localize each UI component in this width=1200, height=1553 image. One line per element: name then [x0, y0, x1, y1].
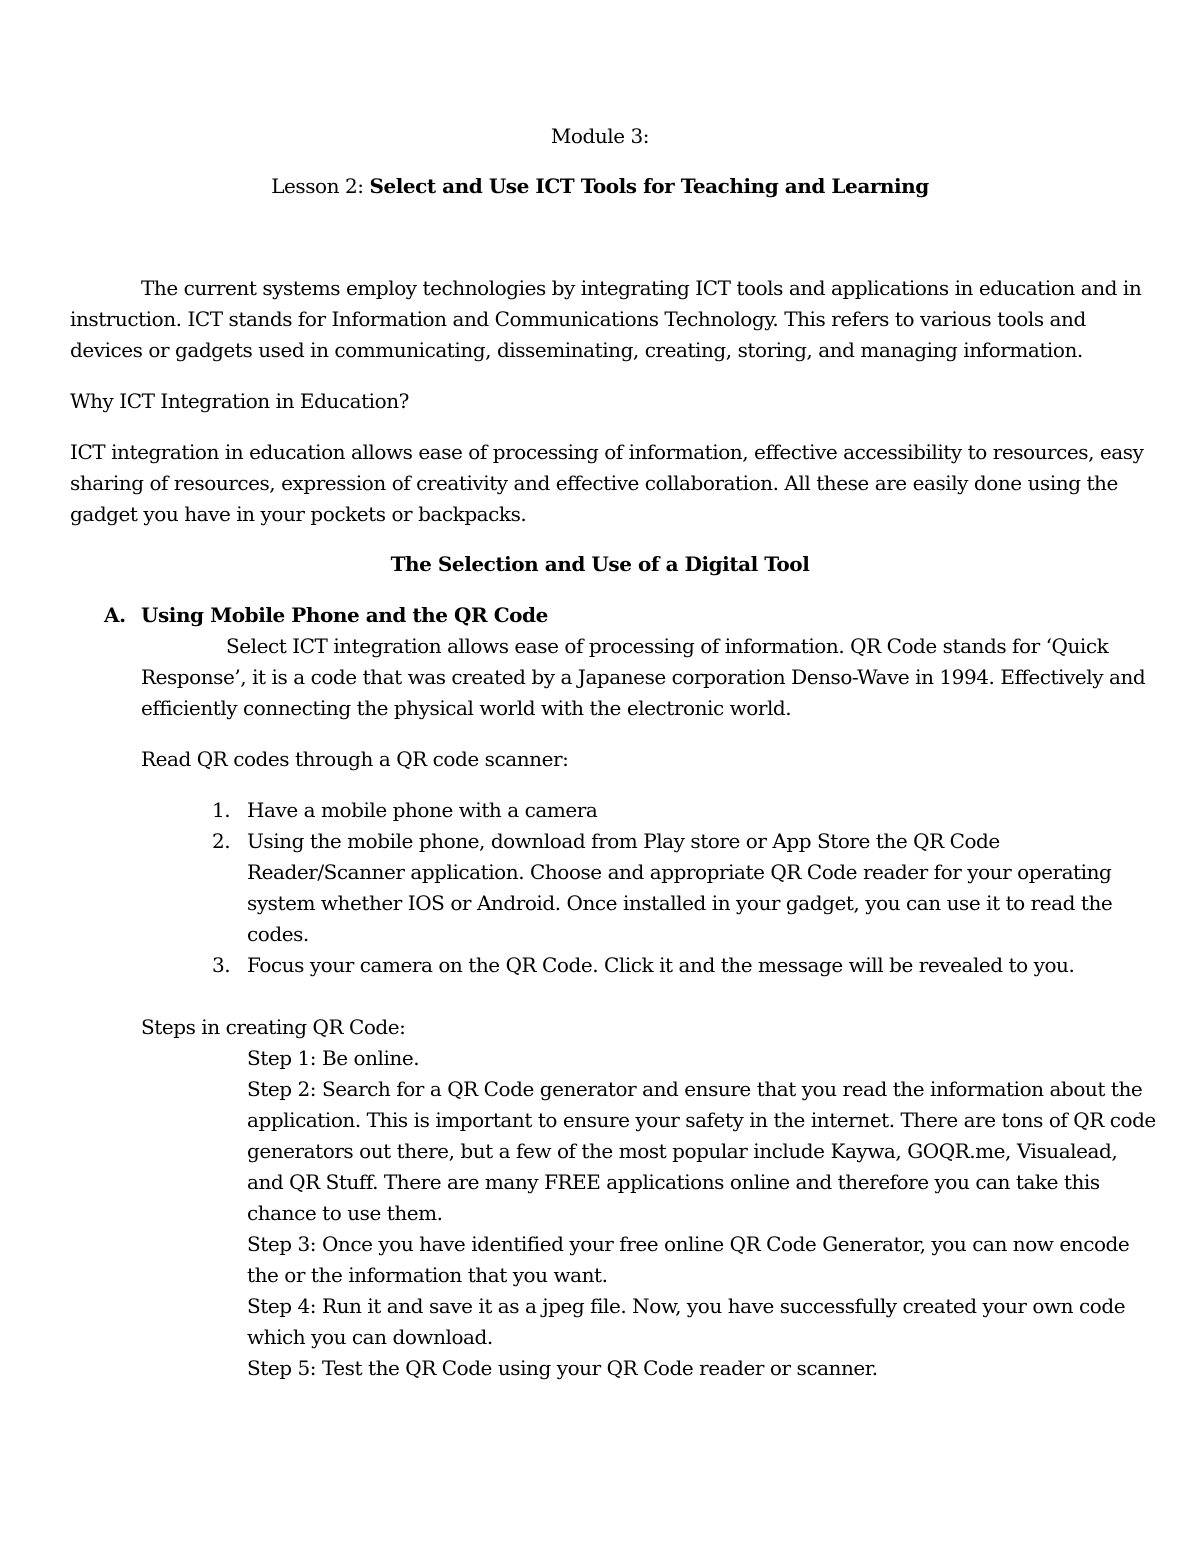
why-heading: Why ICT Integration in Education? [70, 389, 409, 413]
intro-line-2: instruction. ICT stands for Information and Communications Technology. This refers to various tools and [70, 307, 1086, 331]
step-line: system whether IOS or Android. Once installed in your gadget, you can use it to read the [247, 891, 1113, 915]
why-line-3: gadget you have in your pockets or backpacks. [70, 502, 527, 526]
step-line: Focus your camera on the QR Code. Click it and the message will be revealed to you. [247, 953, 1075, 977]
section-title: The Selection and Use of a Digital Tool [390, 552, 810, 576]
item-para-line-3: efficiently connecting the physical world with the electronic world. [141, 696, 792, 720]
create-line: which you can download. [247, 1325, 493, 1349]
item-title: Using Mobile Phone and the QR Code [141, 603, 548, 627]
step-line: codes. [247, 922, 309, 946]
create-line: generators out there, but a few of the most popular include Kaywa, GOQR.me, Visualead, [247, 1139, 1118, 1163]
step-line: Have a mobile phone with a camera [247, 798, 598, 822]
create-line: Step 3: Once you have identified your free online QR Code Generator, you can now encode [247, 1232, 1130, 1256]
intro-line-1: The current systems employ technologies by integrating ICT tools and applications in education and in [141, 276, 1142, 300]
create-line: Step 2: Search for a QR Code generator and ensure that you read the information about the [247, 1077, 1143, 1101]
item-marker: A. [104, 603, 126, 627]
step-number: 3. [212, 953, 231, 977]
step-line: Reader/Scanner application. Choose and appropriate QR Code reader for your operating [247, 860, 1112, 884]
item-para-line-2: Response’, it is a code that was created by a Japanese corporation Denso-Wave in 1994. Effectively and [141, 665, 1146, 689]
create-line: chance to use them. [247, 1201, 443, 1225]
create-line: and QR Stuff. There are many FREE applications online and therefore you can take this [247, 1170, 1100, 1194]
create-line: Step 4: Run it and save it as a jpeg file. Now, you have successfully created your own code [247, 1294, 1126, 1318]
create-line: application. This is important to ensure your safety in the internet. There are tons of QR code [247, 1108, 1156, 1132]
why-line-2: sharing of resources, expression of creativity and effective collaboration. All these are easily done using the [70, 471, 1118, 495]
create-line: Step 1: Be online. [247, 1046, 420, 1070]
lesson-heading [0, 171, 1200, 202]
create-heading: Steps in creating QR Code: [141, 1015, 406, 1039]
step-line: Using the mobile phone, download from Play store or App Store the QR Code [247, 829, 1000, 853]
create-line: the or the information that you want. [247, 1263, 608, 1287]
step-number: 2. [212, 829, 231, 853]
read-heading: Read QR codes through a QR code scanner: [141, 747, 569, 771]
module-heading: Module 3: [550, 124, 650, 148]
create-line: Step 5: Test the QR Code using your QR Code reader or scanner. [247, 1356, 878, 1380]
step-number: 1. [212, 798, 231, 822]
intro-line-3: devices or gadgets used in communicating, disseminating, creating, storing, and managing information. [70, 338, 1083, 362]
lesson-prefix: Lesson 2: [271, 174, 370, 198]
item-para-line-1: Select ICT integration allows ease of processing of information. QR Code stands for ‘Quick [226, 634, 1109, 658]
why-line-1: ICT integration in education allows ease of processing of information, effective accessibility to resources, easy [70, 440, 1144, 464]
lesson-title: Select and Use ICT Tools for Teaching and Learning [369, 174, 929, 198]
